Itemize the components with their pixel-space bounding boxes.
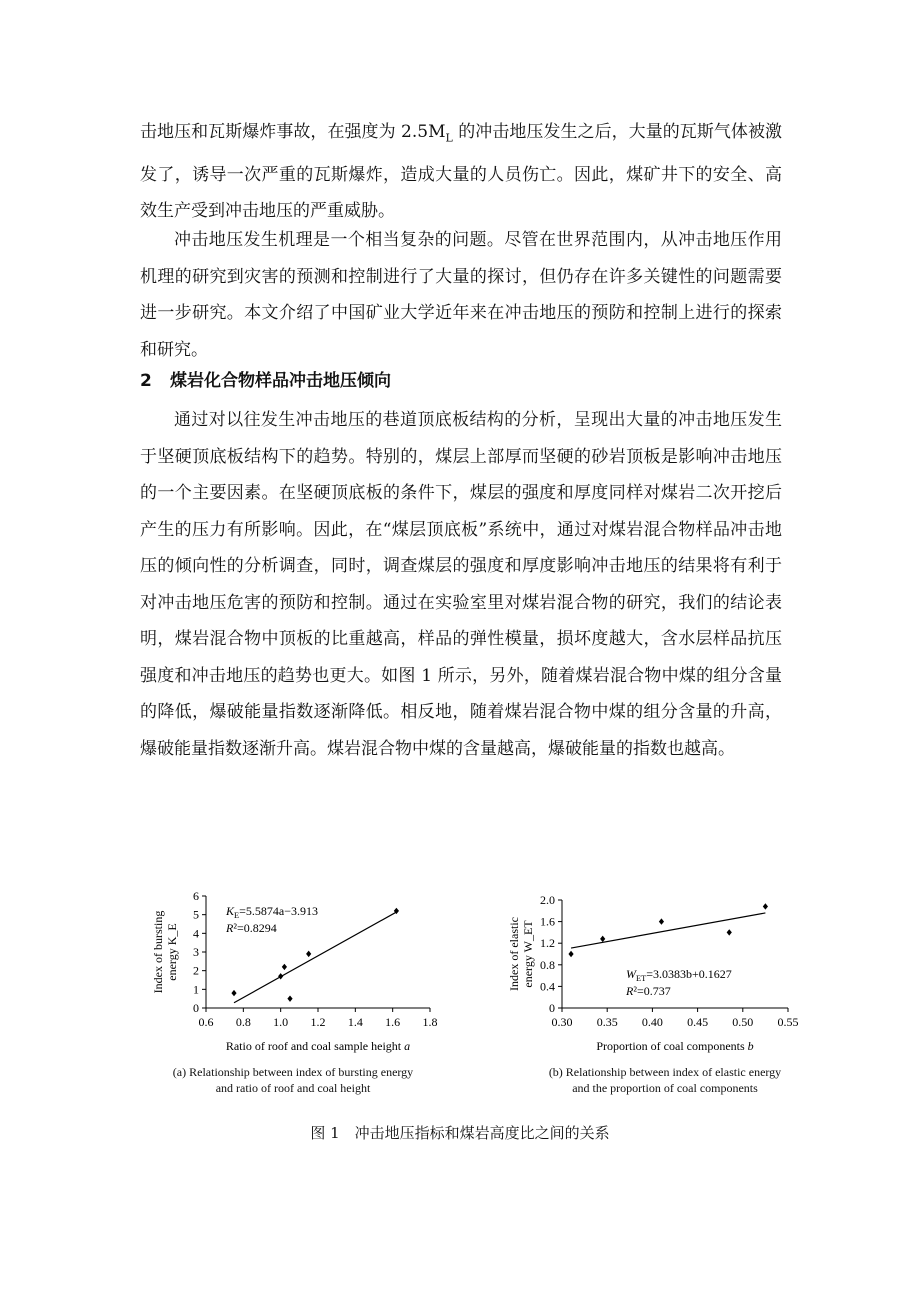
chart-b-y-tick-label: 0.8 [540,957,555,972]
chart-a-y-tick-label: 3 [193,945,199,959]
chart-b-y-tick-label: 1.6 [540,914,555,929]
chart-a-data-point [231,990,236,996]
chart-a-data-point [306,951,311,957]
chart-b-y-tick-label: 1.2 [540,936,555,951]
chart-b-equation: $W_{ET}=3.0383b+0.1627$ [626,967,732,983]
chart-b-y-label-line-2: energy W_ET [521,920,535,988]
chart-b-y-tick-label: 0.4 [540,979,555,994]
chart-a-x-tick-label: 1.4 [347,1015,363,1029]
chart-b-x-label: Proportion of coal components b [596,1039,754,1053]
chart-a-y-tick-label: 1 [193,982,199,997]
chart-a-y-tick-label: 5 [193,907,199,922]
chart-b-caption-line-2: and the proportion of coal components [572,1081,758,1095]
chart-b-x-tick-label: 0.35 [596,1015,618,1029]
chart-b-data-point [659,918,664,924]
chart-a-y-label-line-1: Index of bursting [151,910,165,994]
chart-a-x-tick-label: 1.8 [422,1015,438,1029]
section-title: 煤岩化合物样品冲击地压倾向 [170,371,391,391]
chart-b-x-tick-label: 0.55 [777,1015,799,1029]
chart-a-x-tick-label: 1.6 [385,1015,401,1029]
chart-b-caption [520,1064,810,1096]
chart-b-data-point [600,936,605,942]
chart-b-y-label [507,917,535,991]
chart-b-x-tick-label: 0.40 [641,1015,663,1029]
chart-b-y-label-line-1: Index of elastic [507,917,521,991]
chart-a-x-tick-label: 1.0 [273,1015,289,1029]
chart-a-bursting-energy [150,880,450,1060]
chart-a-y-tick-label: 0 [193,1001,199,1015]
figure-title: 图 1 冲击地压指标和煤岩高度比之间的关系 [310,1124,610,1142]
chart-b-elastic-energy [500,880,800,1060]
chart-a-caption [148,1064,438,1096]
chart-a-x-tick-label: 1.2 [310,1015,326,1029]
chart-b-x-tick-label: 0.30 [551,1015,573,1029]
chart-a-y-tick-label: 2 [193,963,199,978]
chart-a-x-label: Ratio of roof and coal sample height a [225,1039,411,1053]
chart-a-equation: $K_E=5.5874a-3.913$ [226,904,319,920]
chart-b-caption-line-1: (b) Relationship between index of elastic energy [548,1065,782,1079]
chart-b-fit-line [571,913,765,948]
paragraph-1: 击地压和瓦斯爆炸事故，在强度为 $2.5M_L$ 的冲击地压发生之后，大量的瓦斯气体被激发了，诱导一次严重的瓦斯爆炸，造成大量的人员伤亡。因此，煤矿井下的安全、高效生产受到冲击地压的严重威胁。 [140,122,782,222]
chart-a-y-tick-label: 6 [193,889,199,903]
chart-b-x-tick-label: 0.50 [732,1015,754,1029]
paragraph-3: 通过对以往发生冲击地压的巷道顶底板结构的分析，呈现出大量的冲击地压发生于坚硬顶底板结构下的趋势。特别的，煤层上部厚而坚硬的砂岩顶板是影响冲击地压的一个主要因素。在坚硬顶底板的条件下，煤层的强度和厚度同样对煤岩二次开挖后产生的压力有所影响。因此，在“煤层顶底板”系统中，通过对煤岩混合物样品冲击地压的倾向性的分析调查，同时，调查煤层的强度和厚度影响冲击地压的结果将有利于对冲击地压危害的预防和控制。通过在实验室里对煤岩混合物的研究，我们的结论表明，煤岩混合物中顶板的比重越高，样品的弹性模量，损坏度越大，含水层样品抗压强度和冲击地压的趋势也更大。如图 1 所示，另外，随着煤岩混合物中煤的组分含量的降低，爆破能量指数逐渐降低。相反地，随着煤岩混合物中煤的组分含量的升高，爆破能量指数逐渐升高。煤岩混合物中煤的含量越高，爆破能量的指数也越高。 [140,410,782,759]
chart-a-y-tick-label: 4 [193,926,199,941]
chart-b-data-point [727,929,732,935]
chart-a-x-tick-label: 0.6 [198,1015,214,1029]
chart-b-data-point [568,951,573,957]
chart-b-y-tick-label: 0 [549,1001,555,1015]
chart-a-data-point [278,973,283,979]
chart-a-r-squared: R²=0.8294 [226,921,277,935]
chart-a-data-point [282,964,287,970]
chart-a-y-label-line-2: energy K_E [165,923,179,981]
chart-b-y-tick-label: 2.0 [540,893,555,907]
chart-a-y-label [151,911,179,994]
chart-a-caption-line-1: (a) Relationship between index of bursting energy [172,1065,414,1079]
chart-a-data-point [287,995,292,1001]
chart-b-r-squared: R²=0.737 [626,984,671,998]
section-number: 2 [140,371,152,391]
chart-b-data-point [763,903,768,909]
chart-a-caption-line-2: and ratio of roof and coal height [215,1081,371,1095]
section-heading [140,366,391,391]
chart-b-x-tick-label: 0.45 [687,1015,709,1029]
paragraph-2: 冲击地压发生机理是一个相当复杂的问题。尽管在世界范围内，从冲击地压作用机理的研究到灾害的预测和控制进行了大量的探讨，但仍存在许多关键性的问题需要进一步研究。本文介绍了中国矿业大学近年来在冲击地压的预防和控制上进行的探索和研究。 [140,230,782,360]
chart-a-x-tick-label: 0.8 [235,1015,251,1029]
